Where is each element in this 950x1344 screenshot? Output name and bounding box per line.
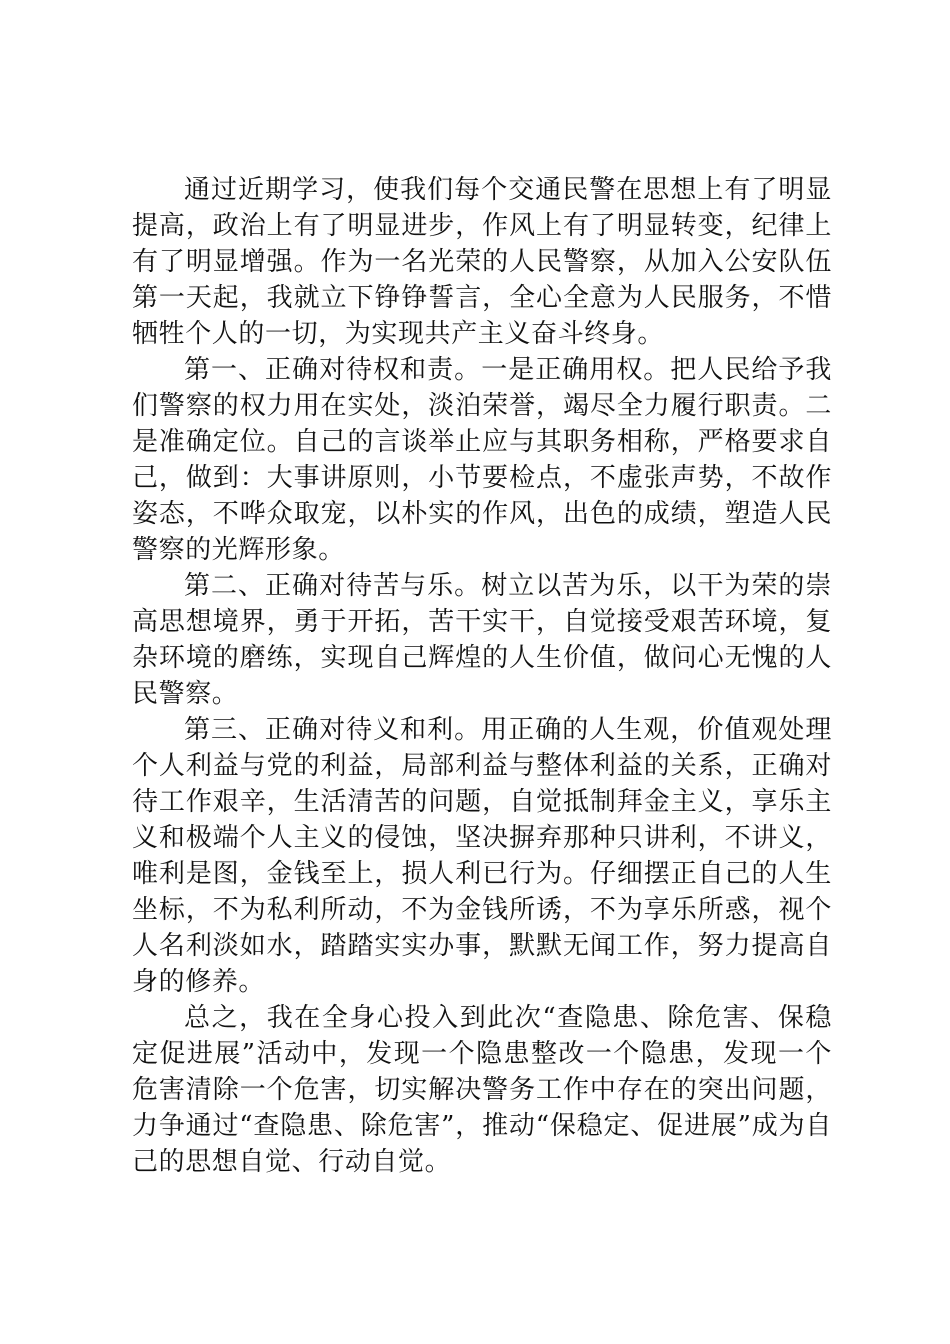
paragraph-power-and-duty: 第一、正确对待权和责。一是正确用权。把人民给予我们警察的权力用在实处，淡泊荣誉，竭尽全力履行职责。二是准确定位。自己的言谈举止应与其职务相称，严格要求自己，做到：大事讲原则，小节要检点，不虚张声势，不故作姿态，不哗众取宠，以朴实的作风，出色的成绩，塑造人民警察的光辉形象。 — [132, 355, 832, 565]
paragraph-intro: 通过近期学习，使我们每个交通民警在思想上有了明显提高，政治上有了明显进步，作风上有了明显转变，纪律上有了明显增强。作为一名光荣的人民警察，从加入公安队伍第一天起，我就立下铮铮誓言，全心全意为人民服务，不惜牺牲个人的一切，为实现共产主义奋斗终身。 — [132, 175, 832, 349]
paragraph-hardship-and-joy: 第二、正确对待苦与乐。树立以苦为乐，以干为荣的崇高思想境界，勇于开拓，苦干实干，自觉接受艰苦环境，复杂环境的磨练，实现自己辉煌的人生价值，做问心无愧的人民警察。 — [132, 571, 832, 709]
document-body — [132, 172, 832, 1180]
paragraph-conclusion: 总之，我在全身心投入到此次“查隐患、除危害、保稳定促进展”活动中，发现一个隐患整改一个隐患，发现一个危害清除一个危害，切实解决警务工作中存在的突出问题，力争通过“查隐患、除危害”，推动“保稳定、促进展”成为自己的思想自觉、行动自觉。 — [132, 1003, 832, 1177]
paragraph-righteousness-and-profit: 第三、正确对待义和利。用正确的人生观，价值观处理个人利益与党的利益，局部利益与整体利益的关系，正确对待工作艰辛，生活清苦的问题，自觉抵制拜金主义，享乐主义和极端个人主义的侵蚀，坚决摒弃那种只讲利，不讲义，唯利是图，金钱至上，损人利已行为。仔细摆正自己的人生坐标，不为私利所动，不为金钱所诱，不为享乐所惑，视个人名利淡如水，踏踏实实办事，默默无闻工作，努力提高自身的修养。 — [132, 715, 832, 997]
